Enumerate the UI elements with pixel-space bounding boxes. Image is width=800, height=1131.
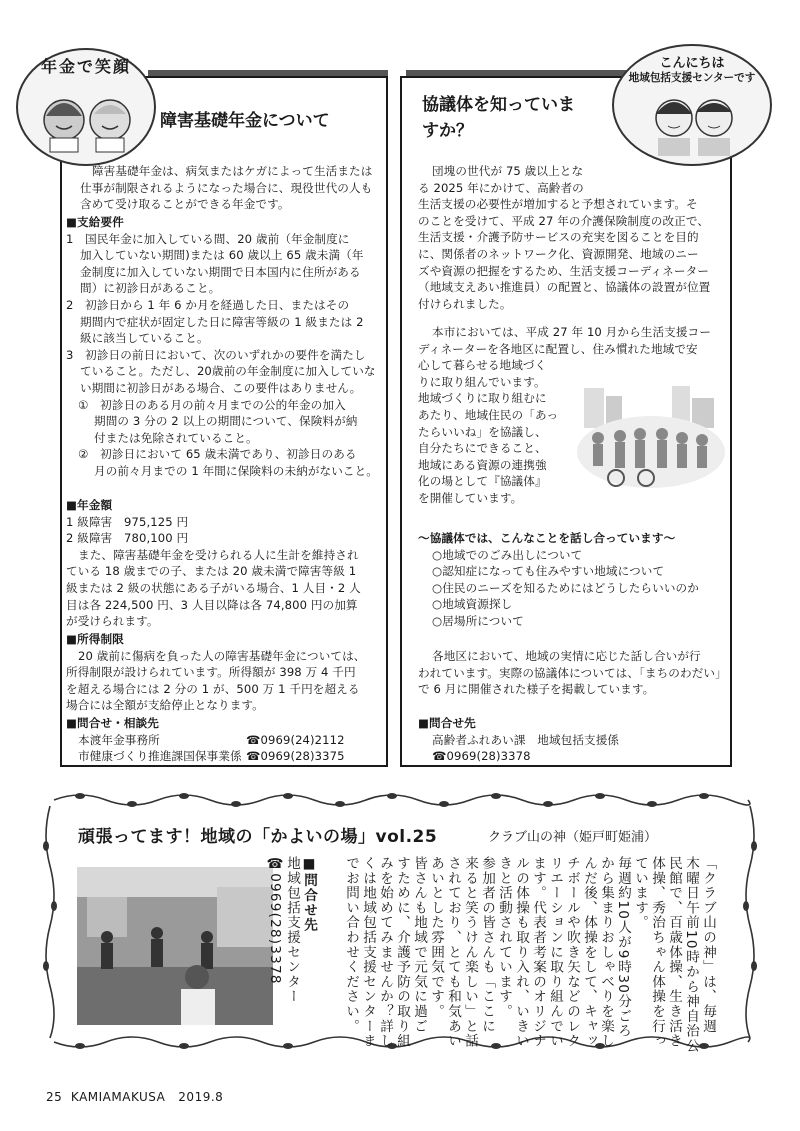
feature-subtitle: クラブ山の神（姫戸町姫浦） — [488, 830, 658, 845]
support-center-badge — [612, 44, 772, 166]
left-requirements: ■支給要件 1 国民年金に加入している間、20 歳前（年金制度に 加入していない期間)または 60 歳以上 65 歳未満（年 金制度に加入していない期間で日本国内に住所がある 間）に初診日があること。 2 初診日から 1 年 6 か月を経過した日、またはその 期間内で症状が固定した日に障害等級の 1 級または 2 級に該当していること。 3 初診日の前日において、次のいずれかの要件を満たし ていること。ただし、20歳前の年金制度に加入していな い期間に初診日がある場合、この要件はありません。 ① 初診日のある月の前々月までの公的年金の加入 期間の 3 分の 2 以上の期間について、保険料が納 付または免除されていること。 ② 初診日において 65 歳未満であり、初診日のある 月の前々月までの 1 年間に保険料の未納がないこと。 — [66, 215, 379, 478]
right-paragraph-1: 団塊の世代が 75 歳以上とな る 2025 年にかけて、高齢者の 生活支援の必要性が増加すると予想されています。そ のことを受けて、平成 27 年の介護保険制度の改正で、 生活支援・介護予防サービスの充実を図ることを目的 に、関係者のネットワーク化、資源開発、地域のニー ズや資源の把握をするため、生活支援コーディネーター （地域支えあい推進員）の配置と、協議体の設置が位置 付けられました。 — [418, 164, 711, 311]
page-number: 25 — [46, 1090, 63, 1104]
left-title: 障害基礎年金について — [160, 111, 330, 131]
right-paragraph-3: 各地区において、地域の実情に応じた話し合いが行 われています。実際の協議体については、「まちのわだい」 で 6 月に開催された様子を掲載しています。 — [418, 649, 727, 697]
community-illustration — [576, 382, 726, 492]
badge-center-name: 地域包括支援センターです — [628, 72, 756, 84]
left-income: ■所得制限 20 歳前に傷病を負った人の障害基礎年金については、 所得制限が設けられています。所得額が 398 万 4 千円 を超える場合には 2 分の 1 が、500 万 1 千円を超える 場合には全額が支給停止となります。 — [66, 632, 366, 713]
right-discussion-list: ～協議体では、こんなことを話し合っています～ ○地域でのごみ出しについて ○認知症になっても住みやすい地域について ○住民のニーズを知るためにはどうしたらいいのか ○地域資源探し ○居場所について — [418, 531, 699, 628]
right-paragraph-2: 本市においては、平成 27 年 10 月から生活支援コー ディネーターを各地区に配置し、住み慣れた地域で安 心して暮らせる地域づく りに取り組んでいます。 地域づくりに取り組むに あたり、地域住民の「あっ たらいいね」を協議し、 自分たちにできること、 地域にある資源の連携強 化の場として『協議体』 を開催しています。 — [418, 325, 711, 505]
left-amount: ■年金額 1 級障害 975,125 円 2 級障害 780,100 円 また、障害基礎年金を受けられる人に生計を維持され ている 18 歳までの子、または 20 歳未満で障害等級 1 級または 2 級の状態にある子がいる場合、1 人目・2 人 目は各 224,500 円、3 人目以降は各 74,800 円の加算 が受けられます。 — [66, 498, 361, 629]
feature-contact: ■問合せ先 地域包括支援センター ☎0969(28)3378 — [267, 856, 317, 1004]
right-contact: ■問合せ先 高齢者ふれあい課 地域包括支援係 ☎0969(28)3378 — [418, 716, 620, 764]
feature-title: 頑張ってます！地域の「かよいの場」vol.25 — [78, 827, 438, 847]
feature-body: 「クラブ山の神」は、毎週 木曜日午前10時から神自治公 民館で、百歳体操、生き活き 体操、秀治ちゃん体操を行っ ています。 毎週約10人が9時30分ごろ から集まりおしゃべりを楽し んだ後、体操をして、キャッ チボールや吹き矢などのレク リエーションに取り組んでい ます。代表者考案のオリジナ ルの体操も取り入れ、いきい きと活動されています。 参加者の皆さんも「ここに 来ると笑うけん楽しい」と話 されており、とても和気あい あいとした雰囲気です。 皆さんも地域で元気に過ご すために、介護予防の取り組 みを始めてみませんか？詳し くは地域包括支援センターま でお問い合わせください。 — [343, 856, 716, 1054]
left-intro: 障害基礎年金は、病気またはケガによって生活または 仕事が制限されるようになった場合に、現役世代の人も 含めて受け取ることができる年金です。 — [80, 164, 373, 212]
magazine-name: KAMIAMAKUSA — [70, 1090, 166, 1104]
badge-greeting: こんにちは — [659, 56, 725, 71]
pension-badge — [16, 48, 156, 166]
right-title: 協議体を知っていま すか？ — [422, 95, 575, 141]
exercise-photo — [77, 867, 273, 1025]
issue-date: 2019.8 — [178, 1090, 224, 1104]
page-footer — [46, 1090, 223, 1104]
left-contact: ■問合せ・相談先 本渡年金事務所 ☎0969(24)2112 市健康づくり推進課国保事業係 ☎0969(28)3375 — [66, 716, 345, 764]
badge-text: 年金で笑顔 — [40, 57, 131, 76]
